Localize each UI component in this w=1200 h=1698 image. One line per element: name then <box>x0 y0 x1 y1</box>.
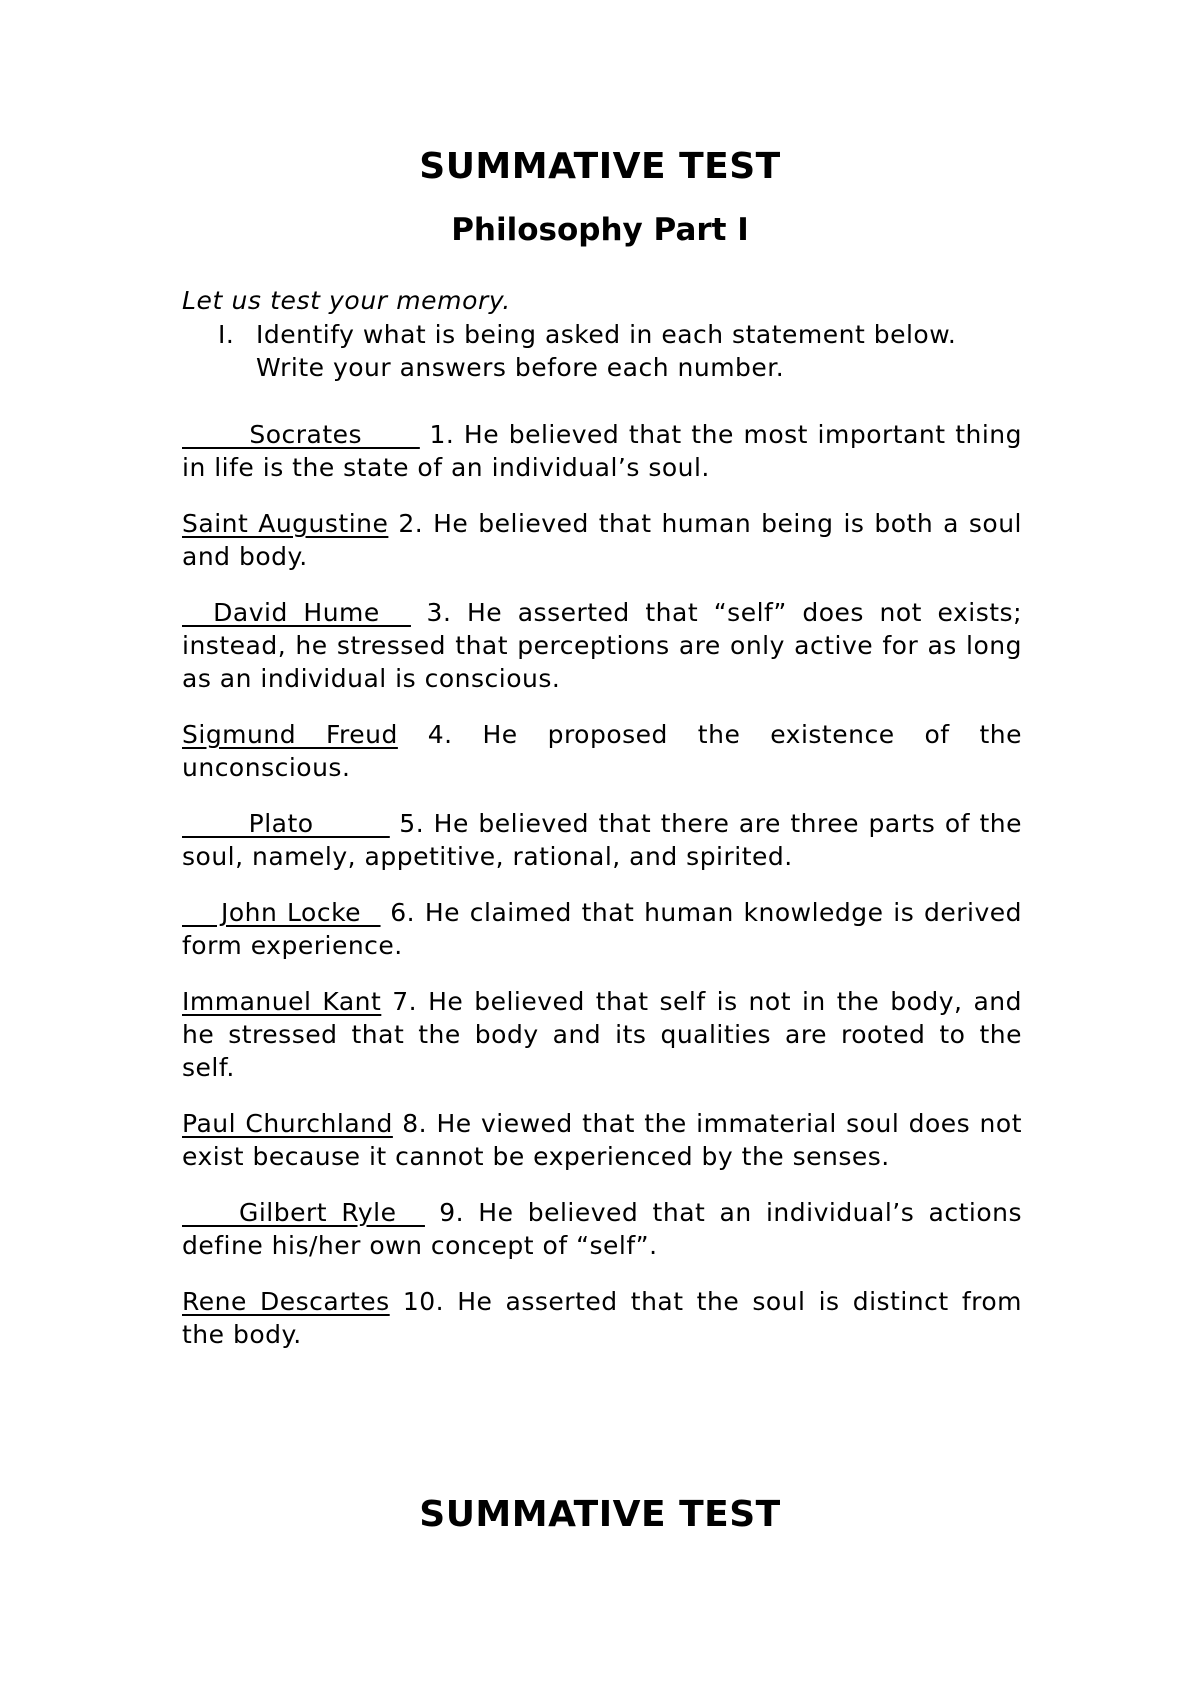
question-item-5 <box>182 807 1022 873</box>
question-item-2 <box>182 507 1022 573</box>
instruction-block <box>218 318 1022 384</box>
answer-blank: Immanuel Kant <box>182 987 382 1016</box>
question-item-10 <box>182 1285 1022 1351</box>
question-item-4 <box>182 718 1022 784</box>
question-item-9 <box>182 1196 1022 1262</box>
question-item-7 <box>182 985 1022 1084</box>
intro-text: Let us test your memory. <box>182 286 511 315</box>
answer-blank: Sigmund Freud <box>182 720 398 749</box>
page-subtitle: Philosophy Part I <box>451 212 749 248</box>
footer-title: SUMMATIVE TEST <box>419 1494 781 1535</box>
answer-blank: Saint Augustine <box>182 509 389 538</box>
question-text: 10. He asserted that the soul is distinct from the body. <box>182 1287 1022 1349</box>
question-text: 5. He believed that there are three parts of the soul, namely, appetitive, rational, and spirited. <box>182 809 1022 871</box>
answer-blank: David Hume <box>182 598 411 627</box>
answer-blank: John Locke <box>182 898 381 927</box>
answer-blank: Gilbert Ryle <box>182 1198 425 1227</box>
question-text: 3. He asserted that “self” does not exists; instead, he stressed that perceptions are only active for as long as an individual is conscious. <box>182 598 1022 693</box>
answer-blank: Paul Churchland <box>182 1109 393 1138</box>
question-text: 8. He viewed that the immaterial soul does not exist because it cannot be experienced by the senses. <box>182 1109 1022 1171</box>
question-text: 6. He claimed that human knowledge is derived form experience. <box>182 898 1022 960</box>
question-item-3 <box>182 596 1022 695</box>
question-item-6 <box>182 896 1022 962</box>
instruction-line-2: Write your answers before each number. <box>256 353 785 382</box>
question-list <box>182 418 1022 1374</box>
question-item-1 <box>182 418 1022 484</box>
question-text: 9. He believed that an individual’s actions define his/her own concept of “self”. <box>182 1198 1022 1260</box>
question-text: 2. He believed that human being is both a soul and body. <box>182 509 1022 571</box>
question-text: 7. He believed that self is not in the body, and he stressed that the body and its qualities are rooted to the self. <box>182 987 1022 1082</box>
instruction-numeral: I. <box>218 320 235 349</box>
page-title: SUMMATIVE TEST <box>419 146 781 187</box>
instruction-line-1: Identify what is being asked in each statement below. <box>256 320 957 349</box>
answer-blank: Plato <box>182 809 390 838</box>
answer-blank: Socrates <box>182 420 420 449</box>
question-text: 4. He proposed the existence of the unconscious. <box>182 720 1022 782</box>
question-item-8 <box>182 1107 1022 1173</box>
answer-blank: Rene Descartes <box>182 1287 390 1316</box>
question-text: 1. He believed that the most important thing in life is the state of an individual’s soul. <box>182 420 1023 482</box>
